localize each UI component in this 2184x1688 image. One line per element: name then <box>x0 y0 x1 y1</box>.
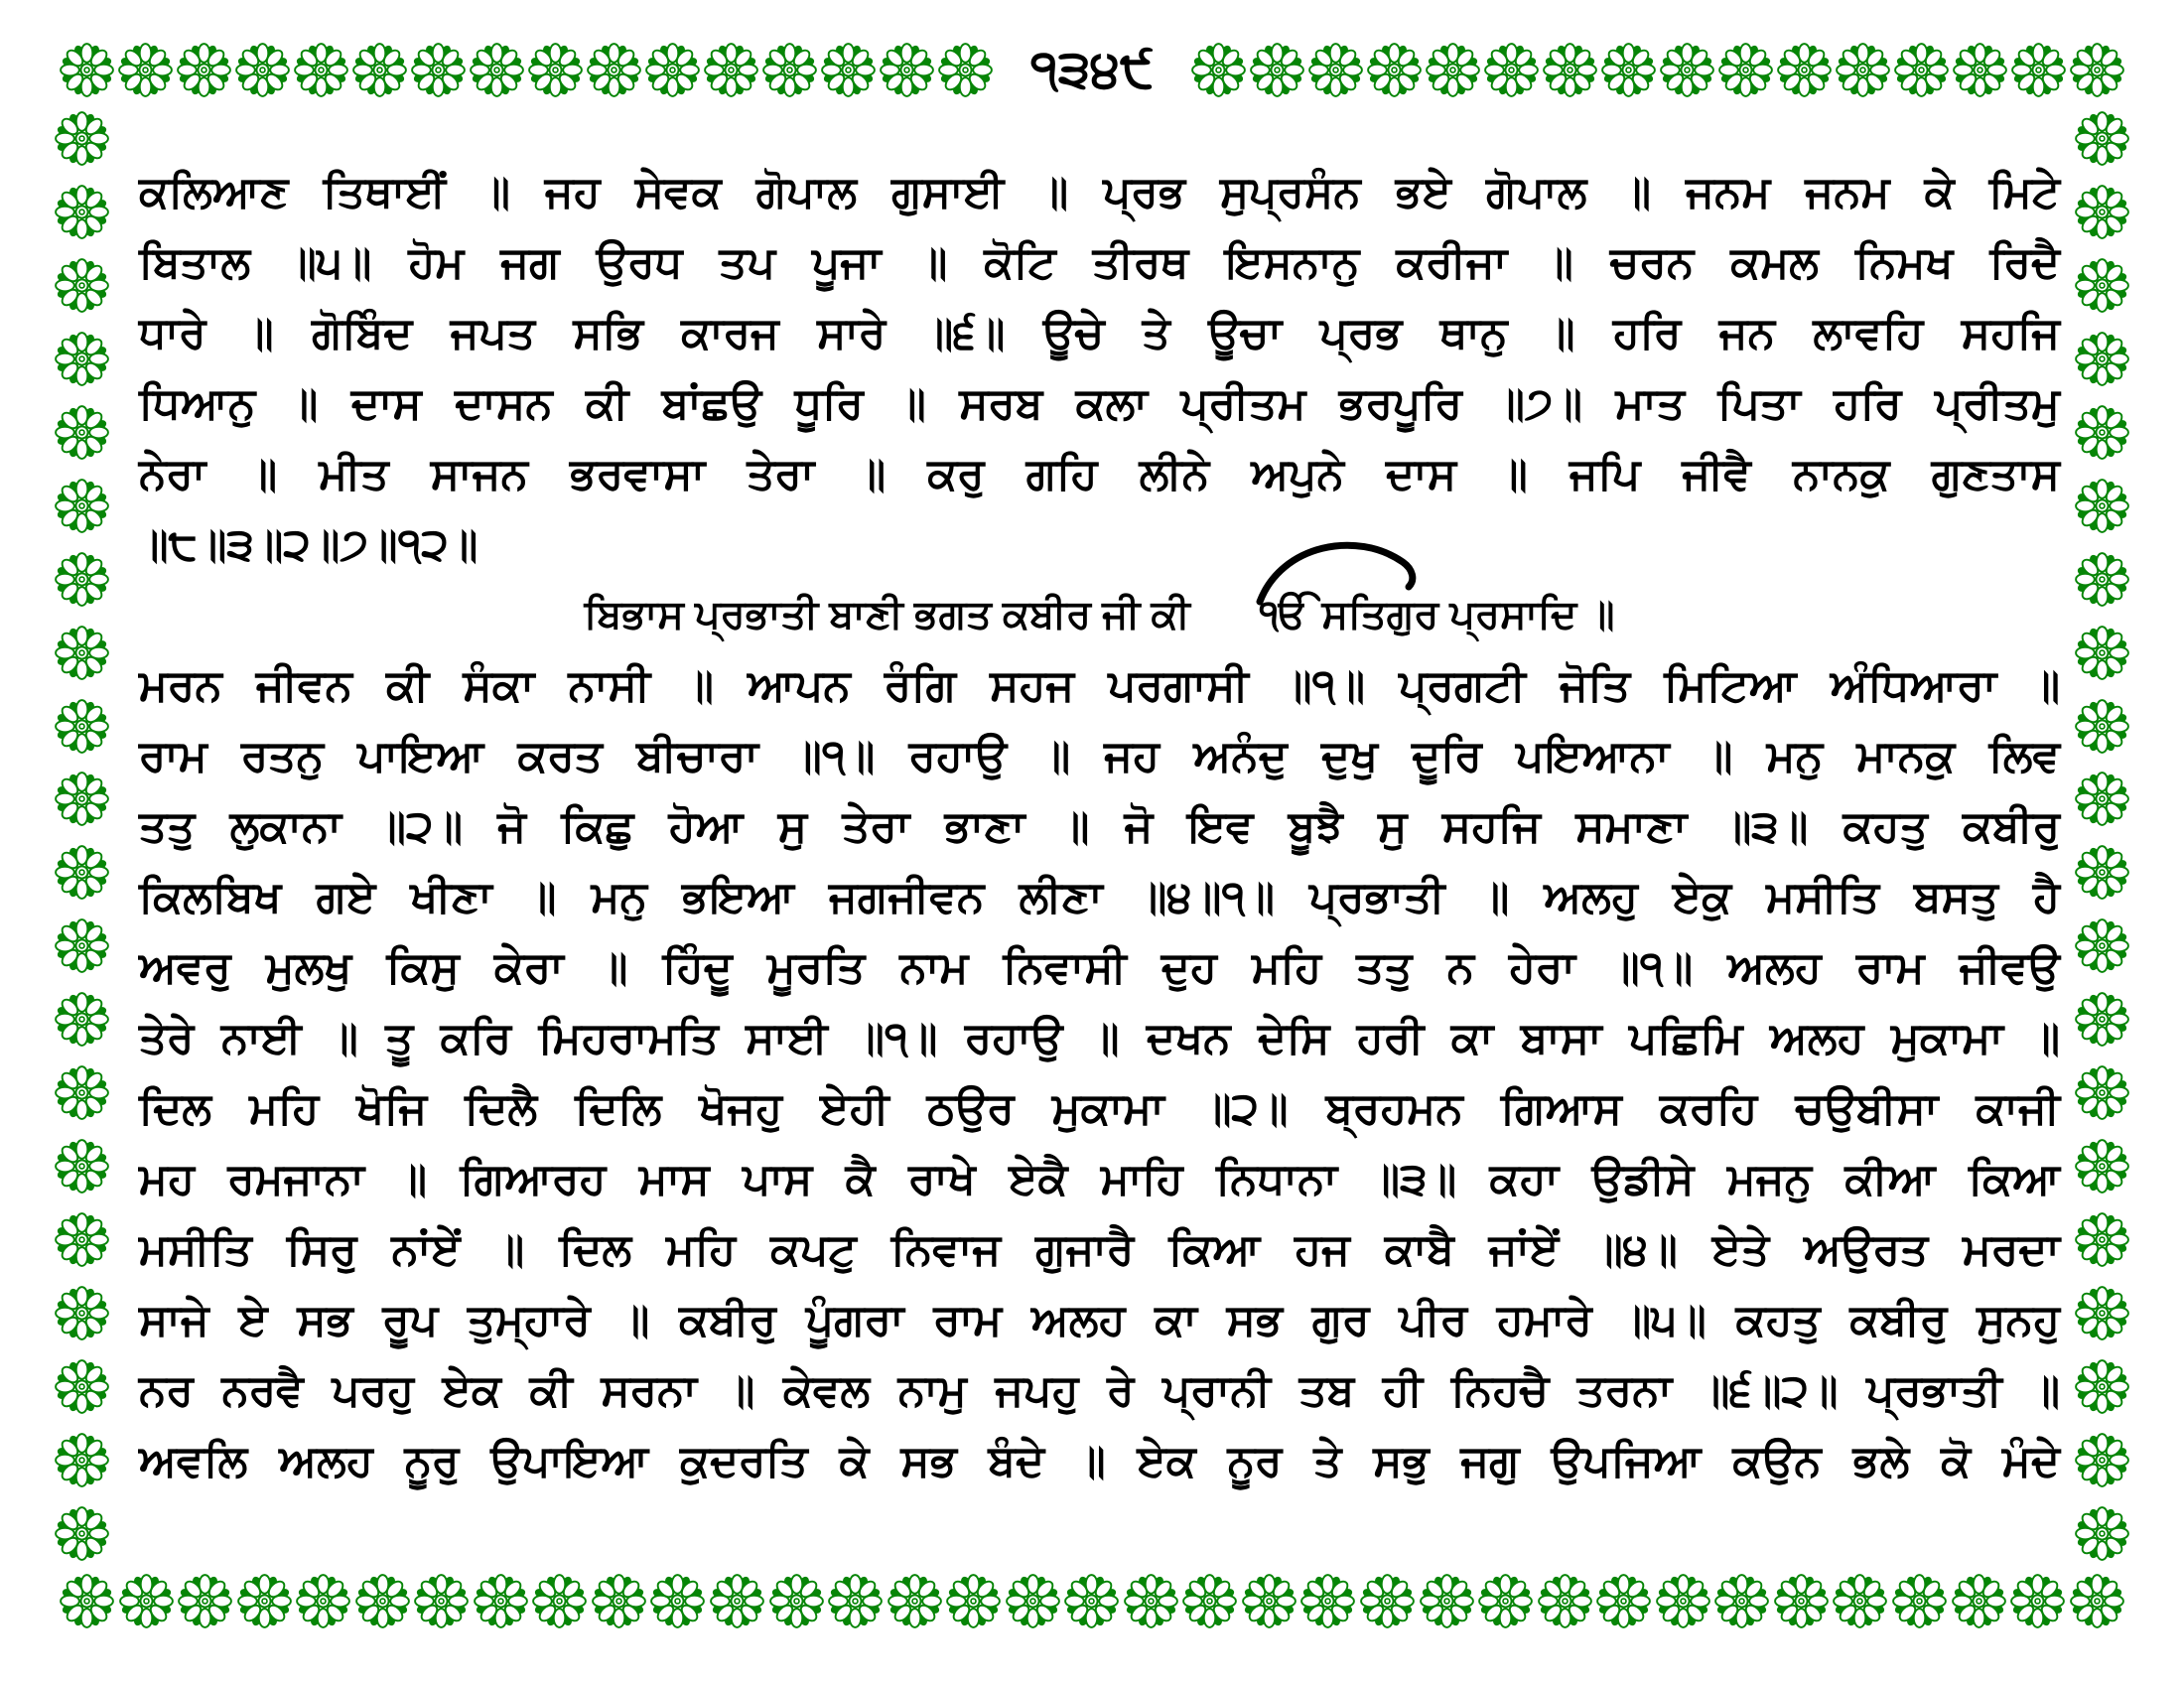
flower-ornament <box>1064 1574 1119 1628</box>
flower-ornament <box>2075 699 2129 754</box>
flower-ornament <box>55 1506 109 1561</box>
text-line: ਨੇਰਾ ॥ ਮੀਤ ਸਾਜਨ ਭਰਵਾਸਾ ਤੇਰਾ ॥ ਕਰੁ ਗਹਿ ਲੀਨੇ ਅਪੁਨੇ ਦਾਸ ॥ ਜਪਿ ਜੀਵੈ ਨਾਨਕੁ ਗੁਣਤਾਸ <box>139 450 2060 498</box>
flower-ornament <box>2070 43 2124 97</box>
text-line: ਤੇਰੇ ਨਾਈ ॥ ਤੂ ਕਰਿ ਮਿਹਰਾਮਤਿ ਸਾਈ ॥੧॥ ਰਹਾਉ ॥ ਦਖਨ ਦੇਸਿ ਹਰੀ ਕਾ ਬਾਸਾ ਪਛਿਮਿ ਅਲਹ ਮੁਕਾਮਾ ॥ <box>139 1014 2060 1062</box>
flower-ornament <box>1006 1574 1060 1628</box>
flower-ornament <box>1601 43 1656 97</box>
text-line: ਰਾਮ ਰਤਨੁ ਪਾਇਆ ਕਰਤ ਬੀਚਾਰਾ ॥੧॥ ਰਹਾਉ ॥ ਜਹ ਅਨੰਦੁ ਦੁਖੁ ਦੂਰਿ ਪਇਆਨਾ ॥ ਮਨੁ ਮਾਨਕੁ ਲਿਵ <box>139 732 2060 780</box>
flower-ornament <box>55 1359 109 1414</box>
border-bottom-flowers <box>60 1571 2124 1630</box>
flower-ornament <box>2075 918 2129 973</box>
border-top-left-flowers <box>60 43 993 97</box>
flower-ornament <box>55 918 109 973</box>
flower-ornament <box>55 1433 109 1487</box>
flower-ornament <box>55 699 109 754</box>
stanza-closing-numerals: ॥੮॥੩॥੨॥੭॥੧੨॥ <box>139 520 478 569</box>
flower-ornament <box>1367 43 1422 97</box>
flower-ornament <box>2070 1574 2124 1628</box>
flower-ornament <box>55 111 109 166</box>
flower-ornament <box>118 43 173 97</box>
text-line: ਕਲਿਆਣ ਤਿਥਾਈਂ ॥ ਜਹ ਸੇਵਕ ਗੋਪਾਲ ਗੁਸਾਈ ॥ ਪ੍ਰਭ ਸੁਪ੍ਰਸੰਨ ਭਏ ਗੋਪਾਲ ॥ ਜਨਮ ਜਨਮ ਕੇ ਮਿਟੇ <box>139 168 2060 216</box>
bani-heading <box>139 580 2060 650</box>
flower-ornament <box>474 1574 528 1628</box>
flower-ornament <box>769 1574 824 1628</box>
flower-ornament <box>55 1286 109 1340</box>
flower-ornament <box>592 1574 646 1628</box>
flower-ornament <box>2075 185 2129 239</box>
border-left-flowers <box>55 111 109 1561</box>
text-line: ਅਵਰੁ ਮੁਲਖੁ ਕਿਸੁ ਕੇਰਾ ॥ ਹਿੰਦੂ ਮੂਰਤਿ ਨਾਮ ਨਿਵਾਸੀ ਦੁਹ ਮਹਿ ਤਤੁ ਨ ਹੇਰਾ ॥੧॥ ਅਲਹ ਰਾਮ ਜੀਵਉ <box>139 943 2060 992</box>
flower-ornament <box>587 43 641 97</box>
flower-ornament <box>1656 1574 1710 1628</box>
flower-ornament <box>2011 43 2066 97</box>
flower-ornament <box>946 1574 1001 1628</box>
flower-ornament <box>2075 1433 2129 1487</box>
flower-ornament <box>352 43 407 97</box>
flower-ornament <box>880 43 934 97</box>
flower-ornament <box>2075 1359 2129 1414</box>
flower-ornament <box>532 1574 587 1628</box>
flower-ornament <box>2075 1506 2129 1561</box>
flower-ornament <box>1543 43 1597 97</box>
flower-ornament <box>2075 405 2129 460</box>
flower-ornament <box>60 1574 114 1628</box>
flower-ornament <box>55 1212 109 1267</box>
flower-ornament <box>2075 1212 2129 1267</box>
flower-ornament <box>1538 1574 1592 1628</box>
flower-ornament <box>55 626 109 680</box>
flower-ornament <box>1124 1574 1178 1628</box>
flower-ornament <box>1777 43 1832 97</box>
flower-ornament <box>1836 43 1890 97</box>
flower-ornament <box>55 552 109 607</box>
text-line: ਦਿਲ ਮਹਿ ਖੋਜਿ ਦਿਲੈ ਦਿਲਿ ਖੋਜਹੁ ਏਹੀ ਠਉਰ ਮੁਕਾਮਾ ॥੨॥ ਬ੍ਰਹਮਨ ਗਿਆਸ ਕਰਹਿ ਚਉਬੀਸਾ ਕਾਜੀ <box>139 1084 2060 1133</box>
flower-ornament <box>1714 1574 1769 1628</box>
flower-ornament <box>1420 1574 1474 1628</box>
flower-ornament <box>1360 1574 1415 1628</box>
text-line: ਧਾਰੇ ॥ ਗੋਬਿੰਦ ਜਪਤ ਸਭਿ ਕਾਰਜ ਸਾਰੇ ॥੬॥ ਊਚੇ ਤੇ ਊਚਾ ਪ੍ਰਭ ਥਾਨੁ ॥ ਹਰਿ ਜਨ ਲਾਵਹਿ ਸਹਜਿ <box>139 309 2060 357</box>
text-line: ਤਤੁ ਲੁਕਾਨਾ ॥੨॥ ਜੋ ਕਿਛੁ ਹੋਆ ਸੁ ਤੇਰਾ ਭਾਣਾ ॥ ਜੋ ਇਵ ਬੂਝੈ ਸੁ ਸਹਜਿ ਸਮਾਣਾ ॥੩॥ ਕਹਤੁ ਕਬੀਰੁ <box>139 802 2060 851</box>
flower-ornament <box>1718 43 1773 97</box>
flower-ornament <box>296 1574 350 1628</box>
flower-ornament <box>55 845 109 900</box>
flower-ornament <box>710 1574 764 1628</box>
flower-ornament <box>1308 43 1363 97</box>
border-top <box>60 40 2124 99</box>
text-line: ਕਿਲਬਿਖ ਗਏ ਖੀਣਾ ॥ ਮਨੁ ਭਇਆ ਜਗਜੀਵਨ ਲੀਣਾ ॥੪॥੧॥ ਪ੍ਰਭਾਤੀ ॥ ਅਲਹੁ ਏਕੁ ਮਸੀਤਿ ਬਸਤੁ ਹੈ <box>139 873 2060 921</box>
flower-ornament <box>237 1574 292 1628</box>
bani-title: ਬਿਭਾਸ ਪ੍ਰਭਾਤੀ ਬਾਣੀ ਭਗਤ ਕਬੀਰ ਜੀ ਕੀ <box>584 593 1190 636</box>
flower-ornament <box>55 405 109 460</box>
flower-ornament <box>2075 258 2129 313</box>
flower-ornament <box>1484 43 1539 97</box>
flower-ornament <box>821 43 876 97</box>
flower-ornament <box>55 479 109 533</box>
flower-ornament <box>2075 772 2129 826</box>
flower-ornament <box>2075 1065 2129 1120</box>
flower-ornament <box>235 43 290 97</box>
flower-ornament <box>1660 43 1714 97</box>
flower-ornament <box>1300 1574 1355 1628</box>
flower-ornament <box>704 43 758 97</box>
text-line: ਸਾਜੇ ਏ ਸਭ ਰੂਪ ਤੁਮ੍ਹਾਰੇ ॥ ਕਬੀਰੁ ਪੂੰਗਰਾ ਰਾਮ ਅਲਹ ਕਾ ਸਭ ਗੁਰ ਪੀਰ ਹਮਾਰੇ ॥੫॥ ਕਹਤੁ ਕਬੀਰੁ ਸੁਨਹੁ <box>139 1296 2060 1344</box>
flower-ornament <box>938 43 993 97</box>
flower-ornament <box>1426 43 1480 97</box>
flower-ornament <box>828 1574 883 1628</box>
flower-ornament <box>762 43 817 97</box>
text-line: ਮਸੀਤਿ ਸਿਰੁ ਨਾਂਏਂ ॥ ਦਿਲ ਮਹਿ ਕਪਟੁ ਨਿਵਾਜ ਗੁਜਾਰੈ ਕਿਆ ਹਜ ਕਾਬੈ ਜਾਂਏਂ ॥੪॥ ਏਤੇ ਅਉਰਤ ਮਰਦਾ <box>139 1225 2060 1274</box>
text-line: ਬਿਤਾਲ ॥੫॥ ਹੋਮ ਜਗ ਉਰਧ ਤਪ ਪੂਜਾ ॥ ਕੋਟਿ ਤੀਰਥ ਇਸਨਾਨੁ ਕਰੀਜਾ ॥ ਚਰਨ ਕਮਲ ਨਿਮਖ ਰਿਦੈ <box>139 238 2060 287</box>
flower-ornament <box>2075 992 2129 1047</box>
flower-ornament <box>2075 1139 2129 1194</box>
flower-ornament <box>411 43 466 97</box>
flower-ornament <box>2075 1286 2129 1340</box>
flower-ornament <box>55 185 109 239</box>
flower-ornament <box>2075 552 2129 607</box>
flower-ornament <box>1242 1574 1297 1628</box>
text-line: ਧਿਆਨੁ ॥ ਦਾਸ ਦਾਸਨ ਕੀ ਬਾਂਛਉ ਧੂਰਿ ॥ ਸਰਬ ਕਲਾ ਪ੍ਰੀਤਮ ਭਰਪੂਰਿ ॥੭॥ ਮਾਤ ਪਿਤਾ ਹਰਿ ਪ੍ਰੀਤਮੁ <box>139 379 2060 428</box>
page-number: ੧੩੪੯ <box>1029 41 1155 98</box>
flower-ornament <box>60 43 114 97</box>
flower-ornament <box>178 1574 232 1628</box>
flower-ornament <box>177 43 231 97</box>
flower-ornament <box>2075 332 2129 386</box>
flower-ornament <box>1894 43 1949 97</box>
flower-ornament <box>2075 479 2129 533</box>
mool-mantar-invocation: ਸਤਿਗੁਰ ਪ੍ਰਸਾਦਿ ॥ <box>1321 593 1615 636</box>
flower-ornament <box>55 332 109 386</box>
text-line: ਮਹ ਰਮਜਾਨਾ ॥ ਗਿਆਰਹ ਮਾਸ ਪਾਸ ਕੈ ਰਾਖੇ ਏਕੈ ਮਾਹਿ ਨਿਧਾਨਾ ॥੩॥ ਕਹਾ ਉਡੀਸੇ ਮਜਨੁ ਕੀਆ ਕਿਆ <box>139 1155 2060 1203</box>
flower-ornament <box>1478 1574 1533 1628</box>
flower-ornament <box>528 43 583 97</box>
flower-ornament <box>55 1065 109 1120</box>
flower-ornament <box>55 1139 109 1194</box>
flower-ornament <box>470 43 524 97</box>
flower-ornament <box>1191 43 1246 97</box>
border-top-right-flowers <box>1191 43 2124 97</box>
text-line: ਅਵਲਿ ਅਲਹ ਨੂਰੁ ਉਪਾਇਆ ਕੁਦਰਤਿ ਕੇ ਸਭ ਬੰਦੇ ॥ ਏਕ ਨੂਰ ਤੇ ਸਭੁ ਜਗੁ ਉਪਜਿਆ ਕਉਨ ਭਲੇ ਕੋ ਮੰਦੇ <box>139 1437 2060 1485</box>
flower-ornament <box>355 1574 410 1628</box>
flower-ornament <box>645 43 700 97</box>
flower-ornament <box>119 1574 174 1628</box>
flower-ornament <box>55 258 109 313</box>
ik-onkar: ੴ <box>1260 580 1308 650</box>
flower-ornament <box>650 1574 705 1628</box>
text-line: ਨਰ ਨਰਵੈ ਪਰਹੁ ਏਕ ਕੀ ਸਰਨਾ ॥ ਕੇਵਲ ਨਾਮੁ ਜਪਹੁ ਰੇ ਪ੍ਰਾਨੀ ਤਬ ਹੀ ਨਿਹਚੈ ਤਰਨਾ ॥੬॥੨॥ ਪ੍ਰਭਾਤੀ ॥ <box>139 1366 2060 1415</box>
flower-ornament <box>55 992 109 1047</box>
flower-ornament <box>2075 111 2129 166</box>
flower-ornament <box>1833 1574 1887 1628</box>
flower-ornament <box>1952 1574 2006 1628</box>
text-line: ਮਰਨ ਜੀਵਨ ਕੀ ਸੰਕਾ ਨਾਸੀ ॥ ਆਪਨ ਰੰਗਿ ਸਹਜ ਪਰਗਾਸੀ ॥੧॥ ਪ੍ਰਗਟੀ ਜੋਤਿ ਮਿਟਿਆ ਅੰਧਿਆਰਾ ॥ <box>139 661 2060 710</box>
flower-ornament <box>1774 1574 1829 1628</box>
flower-ornament <box>2075 845 2129 900</box>
flower-ornament <box>55 772 109 826</box>
flower-ornament <box>1953 43 2007 97</box>
border-right-flowers <box>2075 111 2129 1561</box>
flower-ornament <box>1182 1574 1237 1628</box>
flower-ornament <box>887 1574 942 1628</box>
scripture-text <box>139 157 2060 1496</box>
flower-ornament <box>2010 1574 2065 1628</box>
flower-ornament <box>1596 1574 1651 1628</box>
flower-ornament <box>414 1574 469 1628</box>
flower-ornament <box>1892 1574 1947 1628</box>
flower-ornament <box>2075 626 2129 680</box>
flower-ornament <box>294 43 348 97</box>
flower-ornament <box>1250 43 1304 97</box>
